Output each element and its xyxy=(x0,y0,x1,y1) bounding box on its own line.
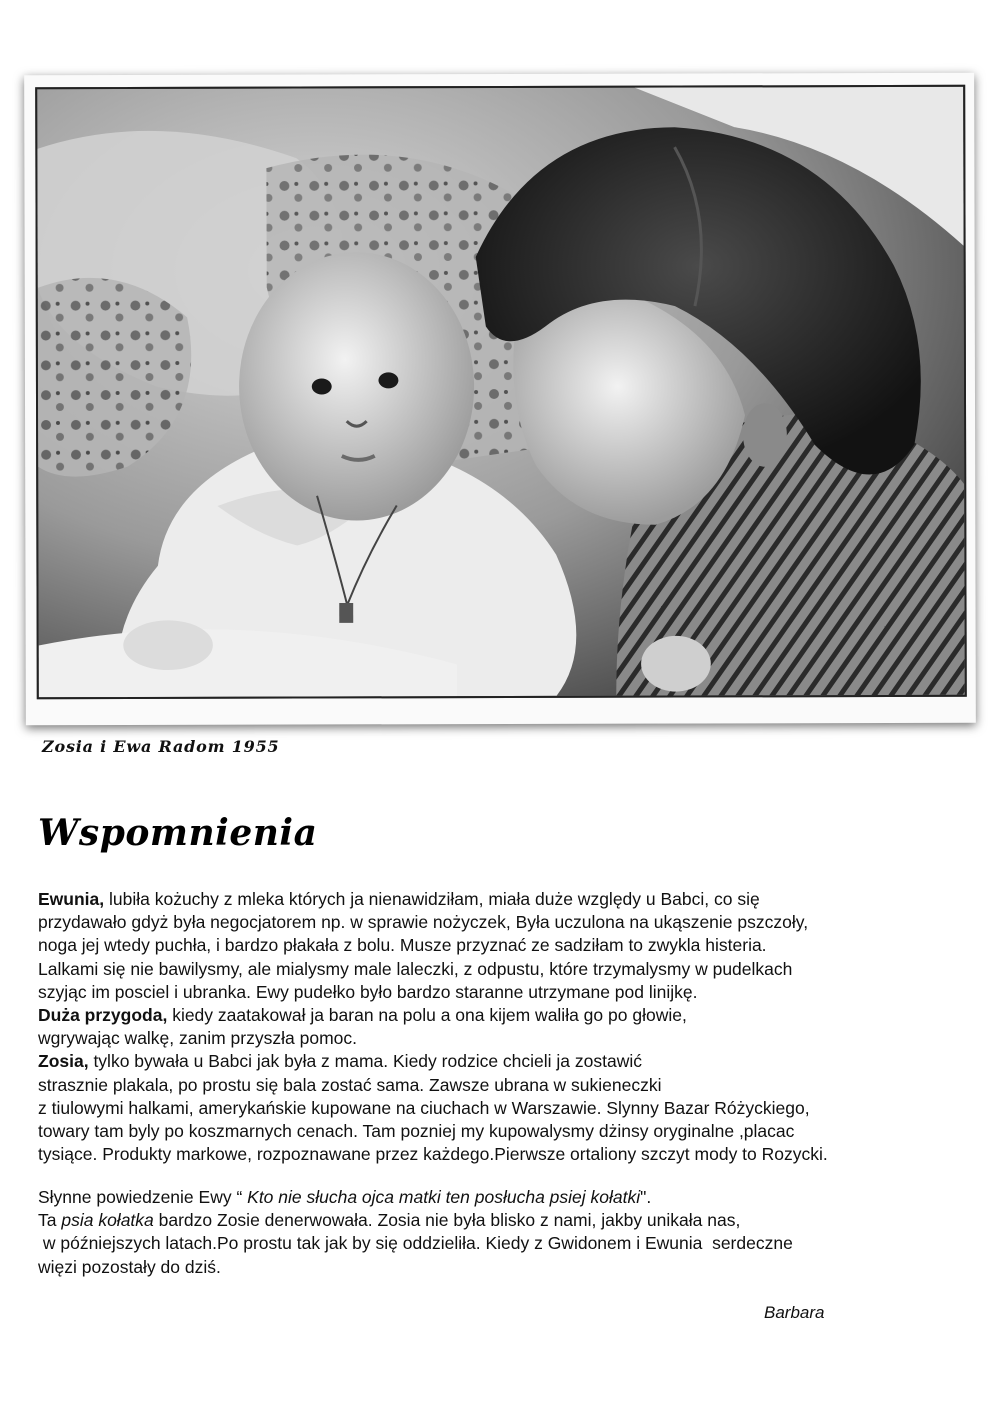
text-line xyxy=(38,1004,978,1027)
quote-phrase: psia kołatka xyxy=(61,1210,154,1231)
text-line: Lalkami się nie bawilysmy, ale mialysmy male laleczki, z odpustu, które trzymalysmy w pudelkach xyxy=(38,958,793,979)
text-line: szyjąc im posciel i ubranka. Ewy pudełko było bardzo staranne utrzymane pod linijkę. xyxy=(38,981,698,1002)
text-line xyxy=(38,1186,978,1209)
name-zosia: Zosia, xyxy=(38,1051,89,1072)
text-span: kiedy zaatakował ja baran na polu a ona kijem waliła go po głowie, xyxy=(167,1005,687,1026)
text-line: tysiące. Produkty markowe, rozpoznawane przez każdego.Pierwsze ortaliony szczyt mody to Rozycki. xyxy=(38,1144,828,1165)
text-line: wgrywając walkę, zanim przyszła pomoc. xyxy=(38,1028,357,1049)
text-line xyxy=(38,888,978,911)
text-line: w późniejszych latach.Po prostu tak jak by się oddzieliła. Kiedy z Gwidonem i Ewunia serdeczne xyxy=(38,1233,793,1254)
text-span: Ta xyxy=(38,1210,62,1231)
family-photo xyxy=(35,85,967,699)
signature: Barbara xyxy=(764,1303,825,1322)
name-ewunia: Ewunia, xyxy=(38,889,105,909)
text-line: więzi pozostały do dziś. xyxy=(38,1256,221,1277)
page-title: Wspomnienia xyxy=(38,812,318,854)
memories-paragraph-1 xyxy=(38,888,978,1166)
text-span: tylko bywała u Babci jak była z mama. Kiedy rodzice chcieli ja zostawić xyxy=(88,1051,642,1072)
text-line xyxy=(38,1209,978,1232)
photo-illustration xyxy=(37,87,965,697)
memories-paragraph-2 xyxy=(38,1186,978,1279)
text-line: strasznie plakala, po prostu się bala zostać sama. Zawsze ubrana w sukieneczki xyxy=(38,1074,662,1095)
text-span: bardzo Zosie denerwowała. Zosia nie była blisko z nami, jakby unikała nas, xyxy=(153,1210,741,1231)
text-line: z tiulowymi halkami, amerykańskie kupowane na ciuchach w Warszawie. Slynny Bazar Różyckiego, xyxy=(38,1097,810,1118)
heading-duza-przygoda: Duża przygoda, xyxy=(38,1005,168,1026)
text-span: lubiła kożuchy z mleka których ja nienawidziłam, miała duże względy u Babci, co się xyxy=(104,889,760,909)
text-line: przydawało gdyż była negocjatorem np. w sprawie nożyczek, Była uczulona na ukąszenie pszczoły, xyxy=(38,912,809,933)
text-line: noga jej wtedy puchła, i bardzo płakała z bolu. Musze przyznać ze sadziłam to zwykla histeria. xyxy=(38,935,767,956)
text-line xyxy=(38,1050,978,1073)
photo-caption: Zosia i Ewa Radom 1955 xyxy=(42,737,280,756)
text-line: towary tam byly po koszmarnych cenach. Tam pozniej my kupowalysmy dżinsy oryginalne ,placac xyxy=(38,1121,795,1142)
text-span: Słynne powiedzenie Ewy “ xyxy=(38,1187,248,1207)
text-span: ". xyxy=(640,1187,652,1207)
quote-saying: Kto nie słucha ojca matki ten posłucha psiej kołatki xyxy=(247,1187,641,1207)
photo-frame xyxy=(24,73,976,725)
